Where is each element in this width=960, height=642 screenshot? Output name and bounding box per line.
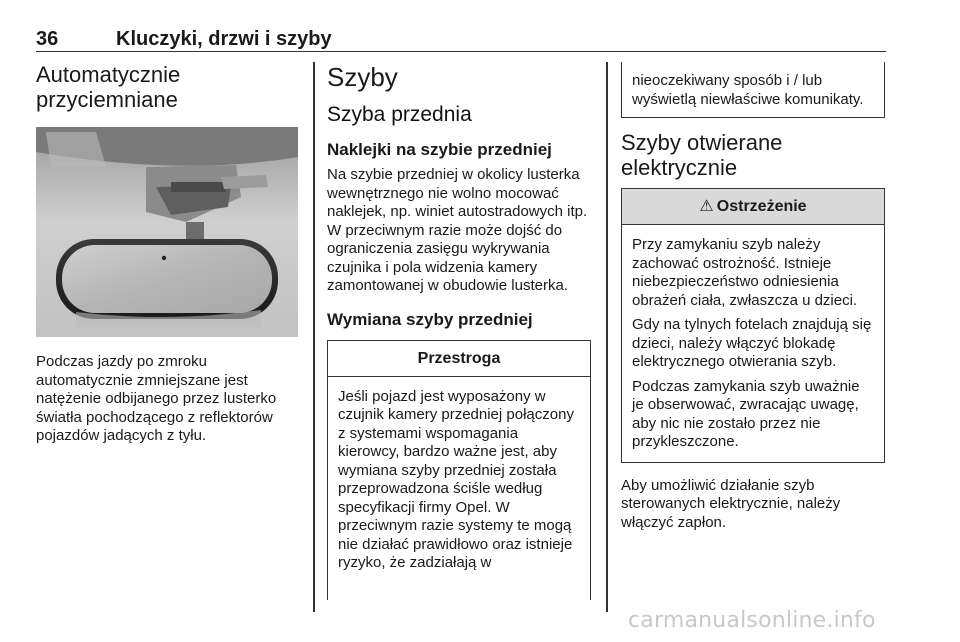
caution-text-continued: nieoczekiwany sposób i / lub wyświetlą niewłaściwe komunikaty. [632, 72, 864, 108]
caution-text: Jeśli pojazd jest wyposażony w czujnik kamery przedniej połączony z systemami wspomagania kierowcy, bardzo ważne jest, aby wymiana szyby przedniej została przeprowadzona ściśle według specyfikacji firmy Opel. W przeciwnym razie systemy te mogą nie działać prawidłowo oraz istnieje ryzyko, że zadziałają w [338, 387, 574, 571]
section-title-power-windows: Szyby otwierane elektrycznie [621, 130, 783, 180]
column-1 [36, 62, 298, 446]
ignition-paragraph: Aby umożliwić działanie szyb sterowanych elektrycznie, należy włączyć zapłon. [621, 476, 841, 531]
section-title-windows: Szyby [327, 62, 398, 92]
caution-box [327, 340, 591, 600]
column-divider [606, 62, 608, 612]
mirror-illustration [36, 127, 298, 337]
stickers-paragraph: Na szybie przedniej w okolicy lusterka wewnętrznego nie wolno mocować naklejek, np. winiet autostradowych itp. W przeciwnym razie może dojść do ograniczenia zasięgu wykrywania czujnika i pola widzenia kamery zamontowanej w obudowie lusterka. [327, 166, 588, 294]
column-3 [621, 62, 885, 532]
column-2 [327, 62, 591, 600]
subsection-title-windscreen: Szyba przednia [327, 103, 472, 126]
topic-title-stickers: Naklejki na szybie przedniej [327, 140, 552, 159]
warning-paragraph: Gdy na tylnych fotelach znajdują się dzieci, należy włączyć blokadę elektrycznego otwierania szyb. [632, 316, 872, 370]
warning-paragraph: Przy zamykaniu szyb należy zachować ostrożność. Istnieje niebezpieczeństwo odniesienia obrażeń ciała, zwłaszcza u dzieci. [632, 236, 858, 309]
caution-box-continued [621, 62, 885, 118]
warning-box-header [622, 189, 884, 225]
section-title-mirror: Automatycznie przyciemniane [36, 62, 181, 112]
page-number: 36 [36, 28, 59, 50]
watermark: carmanualsonline.info [628, 608, 876, 633]
caution-box-title: Przestroga [328, 341, 590, 377]
warning-box-title: Ostrzeżenie [716, 198, 807, 215]
topic-title-replacement: Wymiana szyby przedniej [327, 309, 533, 329]
chapter-title: Kluczyki, drzwi i szyby [116, 28, 332, 50]
warning-triangle-icon: ⚠ [699, 198, 714, 215]
mirror-paragraph: Podczas jazdy po zmroku automatycznie zmniejszane jest natężenie odbijanego przez lusterko światła pochodzącego z reflektorów pojazdów jadących z tyłu. [36, 353, 277, 444]
column-divider [313, 62, 315, 612]
warning-paragraph: Podczas zamykania szyb uważnie je obserwować, zwracając uwagę, aby nic nie zostało przez nie przykleszczone. [632, 377, 860, 450]
page-header [36, 28, 886, 52]
rear-view-mirror-photo [36, 127, 298, 337]
warning-box [621, 188, 885, 463]
